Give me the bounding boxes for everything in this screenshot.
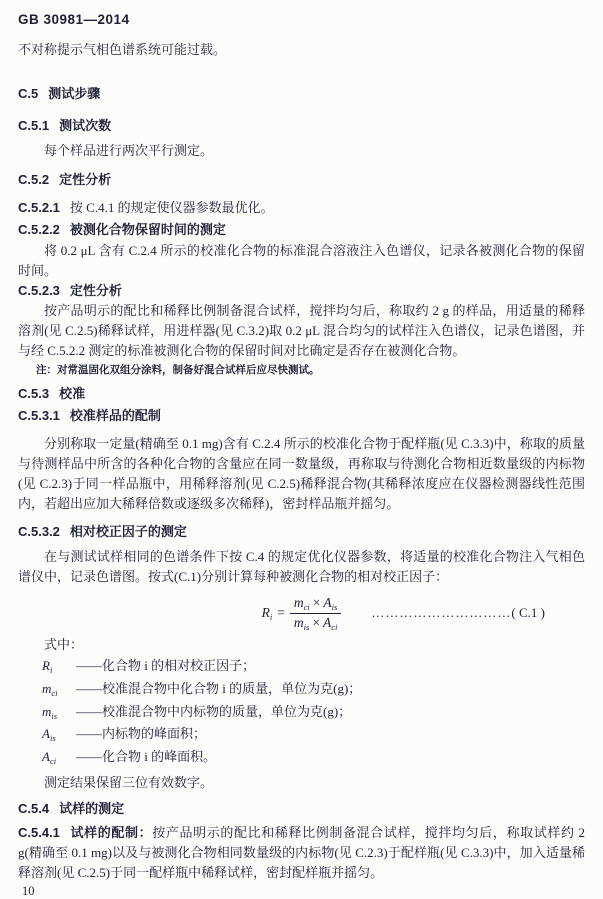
definition-text: ——校准混合物中化合物 i 的质量，单位为克(g)；	[76, 680, 362, 696]
where-label: 式中：	[44, 637, 84, 652]
formula-lhs: $R_i$	[261, 604, 273, 622]
paragraph-c5-3-1: 分别称取一定量(精确至 0.1 mg)含有 C.2.4 所示的校准化合物于配样瓶(见 C.3.3)中，称取的质量与待测样品中所含的各种化合物的含量应在同一数量级，再称取与待测化合物相近数量级的内标物(见 C.2.3)于同一样品瓶中，用稀释溶剂(见 C.2.5)稀释混合物(其稀释浓度应在仪器检测器线性范围内，若超出应加大稀释倍数或逐级多次稀释)，密封样品瓶并摇匀。	[18, 436, 585, 511]
paragraph-c5-1: 每个样品进行两次平行测定。	[44, 143, 214, 158]
clause-title: 试样的测定	[59, 800, 125, 816]
heading-c5	[18, 84, 585, 104]
formula-label: ( C.1 )	[511, 605, 545, 620]
heading-c5-3-2	[18, 522, 585, 542]
clause-number: C.5.3.1	[18, 408, 60, 423]
note-text: 注：对常温固化双组分涂料，制备好混合试样后应尽快测试。	[36, 364, 320, 376]
definition-symbol: $R_i$	[42, 658, 53, 675]
definition-text: ——内标物的峰面积；	[76, 726, 207, 742]
clause-title: 测试步骤	[48, 86, 101, 101]
clause-text: 按 C.4.1 的规定使仪器参数最优化。	[69, 200, 274, 215]
clause-number: C.5.3.2	[18, 524, 60, 539]
definition-text: ——化合物 i 的峰面积。	[76, 749, 217, 765]
heading-c5-3-1	[18, 406, 585, 426]
paragraph-intro: 不对称提示气相色谱系统可能过载。	[18, 42, 227, 57]
formula-numerator: $m_{ci} \times A_{is}$	[290, 595, 341, 614]
paragraph-significant-digits: 测定结果保留三位有效数字。	[44, 774, 214, 790]
heading-c5-2-2	[18, 220, 585, 240]
definition-symbol: $m_{is}$	[42, 703, 58, 721]
formula-reference	[371, 605, 545, 621]
formula-c1	[18, 591, 585, 635]
clause-title: 校准样品的配制	[69, 408, 161, 423]
clause-title: 定性分析	[59, 172, 112, 187]
heading-c5-3	[18, 384, 585, 404]
paragraph-c5-3-2: 在与测试试样相同的色谱条件下按 C.4 的规定优化仪器参数，将适量的校准化合物注入气相色谱仪中，记录色谱图。按式(C.1)分别计算每种被测化合物的相对校正因子：	[18, 549, 585, 584]
clause-number: C.5.3	[18, 386, 50, 401]
clause-number: C.5.2.3	[18, 283, 60, 298]
clause-number: C.5.1	[18, 118, 50, 133]
clause-number: C.5.4	[18, 800, 50, 816]
clause-title: 定性分析	[69, 283, 122, 298]
definition-item	[18, 725, 585, 748]
formula-equals: =	[277, 605, 285, 620]
clause-text: 按产品明示的配比和稀释比例制备混合试样，搅拌均匀后，称取试样约 2 g(精确至 0.1 mg)以及与被测化合物相同数量级的内标物(见 C.2.3)于配样瓶(见 C.3.3)中，加入适量稀释溶剂(见 C.2.5)于同一配样瓶中稀释试样，密封配样瓶并摇匀。	[18, 824, 585, 880]
clause-number: C.5.2.2	[18, 222, 60, 237]
page-number: 10	[22, 883, 35, 898]
paragraph-c5-4-1	[18, 823, 585, 883]
clause-title: 被测化合物保留时间的测定	[69, 222, 226, 237]
doc-code-header: GB 30981—2014	[18, 12, 130, 27]
clause-number: C.5.2	[18, 172, 50, 187]
formula-fraction	[290, 595, 341, 632]
paragraph-c5-2-1	[18, 198, 585, 218]
clause-title: 相对校正因子的测定	[69, 524, 187, 539]
clause-title: 测试次数	[59, 118, 112, 133]
definition-item	[18, 703, 585, 726]
paragraph-c5-2-3: 按产品明示的配比和稀释比例制备混合试样，搅拌均匀后，称取约 2 g 的样品，用适量的稀释溶剂(见 C.2.5)稀释试样，用进样器(见 C.3.2)取 0.2 μL 混合均匀的试样注入色谱仪，记录色谱图，并与经 C.5.2.2 测定的标准被测化合物的保留时间对比确定是否存在被测化合物。	[18, 303, 585, 358]
definition-symbol: $A_{ci}$	[42, 749, 57, 767]
definition-item	[18, 748, 585, 771]
definition-list	[18, 657, 585, 771]
definition-item	[18, 680, 585, 703]
definition-symbol: $A_{is}$	[42, 726, 56, 744]
clause-title: 校准	[59, 386, 86, 401]
formula-leader-dots: …………………………	[371, 605, 512, 620]
heading-c5-4	[18, 799, 585, 819]
definition-text: ——校准混合物中内标物的质量，单位为克(g)；	[76, 703, 352, 719]
definition-item	[18, 657, 585, 680]
clause-number: C.5.4.1	[18, 824, 60, 840]
clause-number: C.5	[18, 86, 39, 101]
heading-c5-1	[18, 116, 585, 136]
clause-runin-title: 试样的配制：	[69, 824, 153, 840]
heading-c5-2	[18, 170, 585, 190]
definition-symbol: $m_{ci}$	[42, 680, 58, 698]
paragraph-c5-2-2: 将 0.2 μL 含有 C.2.4 所示的校准化合物的标准混合溶液注入色谱仪，记录各被测化合物的保留时间。	[18, 243, 585, 278]
heading-c5-2-3	[18, 281, 585, 301]
formula-denominator: $m_{is} \times A_{ci}$	[293, 614, 338, 632]
clause-number: C.5.2.1	[18, 200, 60, 215]
definition-text: ——化合物 i 的相对校正因子；	[76, 658, 256, 673]
